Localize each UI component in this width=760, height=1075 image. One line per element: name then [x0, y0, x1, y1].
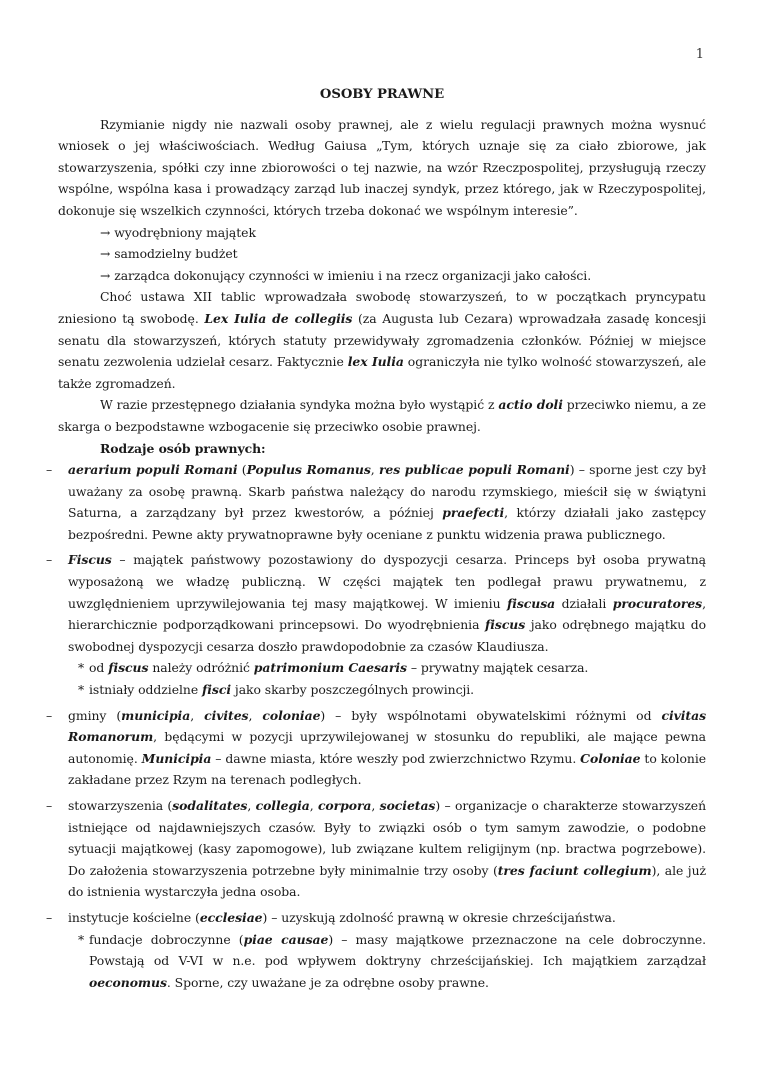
document-body	[46, 84, 707, 997]
arrow-item-3: → zarządca dokonujący czynności w imieniu i na rzecz organizacji jako całości.	[100, 267, 592, 283]
sub-item-fisci: * istniały oddzielne fisci jako skarby poszczególnych prowincji.	[78, 679, 706, 701]
actio-doli-paragraph: W razie przestępnego działania syndyka można było wystąpić z actio doli przeciwko niemu, a ze skarga o bezpodstawne wzbogacenie się przeciwko osobie prawnej.	[58, 397, 706, 434]
list-item-aerarium: – aerarium populi Romani (Populus Romanus, res publicae populi Romani) – sporne jest czy był uważany za osobę prawną. Skarb państwa należący do narodu rzymskiego, mieścił się w świątyni Saturna, a zarządzany był przez kwestorów, a później praefecti, którzy działali jako zastępcy bezpośredni. Pewne akty prywatnoprawne były oceniane z punktu widzenia prawa publicznego.	[46, 459, 706, 545]
dash-bullet: –	[46, 909, 53, 925]
star-bullet: *	[78, 931, 85, 947]
dash-bullet: –	[46, 462, 53, 478]
sub-item-fundacje: * fundacje dobroczynne (piae causae) – masy majątkowe przeznaczone na cele dobroczynne. Powstają od V-VI w n.e. pod wpływem doktryny chrześcijańskiej. Ich majątkiem zarządzał oeconomus. Sporne, czy uważane je za odrębne osoby prawne.	[78, 929, 706, 994]
star-bullet: *	[78, 660, 85, 676]
arrow-item-2: → samodzielny budżet	[100, 246, 238, 262]
page-number: 1	[695, 47, 704, 62]
list-item-stowarzyszenia: – stowarzyszenia (sodalitates, collegia, corpora, societas) – organizacje o charakterze stowarzyszeń istniejące od najdawniejszych czasów. Były to związki osób o tym samym zawodzie, o podobne sytuacji majątkowej (kasy zapomogowe), lub związane kultem religijnym (np. bractwa pogrzebowe). Do założenia stowarzyszenia potrzebne były minimalnie trzy osoby (tres faciunt collegium), ale już do istnienia wystarczyła jedna osoba.	[46, 795, 706, 903]
list-item-gminy: – gminy (municipia, civites, coloniae) – były wspólnotami obywatelskimi różnymi od civitas Romanorum, będącymi w pozycji uprzywilejowanej w stosunku do republiki, ale mające pewna autonomię. Municipia – dawne miasta, które weszły pod zwierzchnictwo Rzymu. Coloniae to kolonie zakładane przez Rzym na terenach podległych.	[46, 705, 706, 791]
dash-bullet: –	[46, 707, 53, 723]
intro-paragraph: Rzymianie nigdy nie nazwali osoby prawnej, ale z wielu regulacji prawnych można wysnuć wniosek o jej właściwościach. Według Gaiusa „Tym, których uznaje się za ciało zbiorowe, jak stowarzyszenia, spółki czy inne zbiorowości o tej nazwie, na wzór Rzeczpospolitej, przysługują rzeczy wspólne, wspólna kasa i prowadzący zarząd lub inaczej syndyk, przez którego, jak w Rzeczypospolitej, dokonuje się wszelkich czynności, których trzeba dokonać we wspólnym interesie”.	[58, 116, 706, 218]
arrow-item-1: → wyodrębniony majątek	[100, 224, 256, 240]
lex-iulia-paragraph: Choć ustawa XII tablic wprowadzała swobodę stowarzyszeń, to w początkach pryncypatu zniesiono tą swobodę. Lex Iulia de collegiis (za Augusta lub Cezara) wprowadzała zasadę koncesji senatu dla stowarzyszeń, których statuty przewidywały zgromadzenia członków. Później w miejsce senatu zezwolenia udzielał cesarz. Faktycznie lex Iulia ograniczyła nie tylko wolność stowarzyszeń, ale także zgromadzeń.	[58, 289, 706, 391]
section-heading: Rodzaje osób prawnych:	[100, 440, 266, 456]
dash-bullet: –	[46, 552, 53, 568]
dash-bullet: –	[46, 798, 53, 813]
sub-item-patrimonium: * od fiscus należy odróżnić patrimonium Caesaris – prywatny majątek cesarza.	[78, 657, 706, 679]
star-bullet: *	[78, 682, 85, 698]
list-item-instytucje: – instytucje kościelne (ecclesiae) – uzyskują zdolność prawną w okresie chrześcijaństwa. * fundacje dobroczynne (piae causae) – masy majątkowe przeznaczone na cele dobroczynne. Powstają od V-VI w n.e. pod wpływem doktryny chrześcijańskiej. Ich majątkiem zarządzał oeconomus. Sporne, czy uważane je za odrębne osoby prawne.	[46, 907, 706, 993]
page-title: OSOBY PRAWNE	[319, 87, 445, 102]
list-item-fiscus: – Fiscus – majątek państwowy pozostawiony do dyspozycji cesarza. Princeps był osoba prywatną wyposażoną we władzę publiczną. W części majątek ten podlegał prawu prywatnemu, z uwzględnieniem uprzywilejowania tej masy majątkowej. W imieniu fiscusa działali procuratores, hierarchicznie podporządkowani princepsowi. Do wyodrębnienia fiscus jako odrębnego majątku do swobodnej dyspozycji cesarza doszło prawdopodobnie za czasów Klaudiusza. * od fiscus należy odróżnić patrimonium Caesaris – prywatny majątek cesarza. * istniały oddzielne fisci jako skarby poszczególnych prowincji.	[46, 549, 706, 700]
